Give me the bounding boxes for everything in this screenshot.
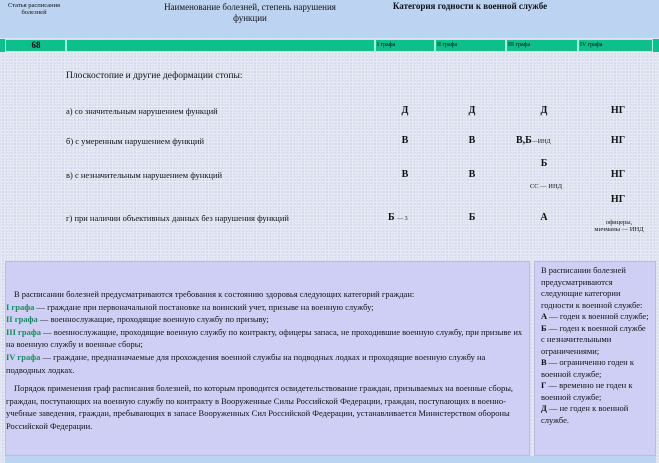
row-b-g3-note: —ИНД [531, 139, 551, 145]
legend-g3-label: III графа [6, 326, 42, 337]
row-c-g2: В [468, 169, 476, 180]
category-g-key: Г [541, 380, 547, 390]
row-d-g3: А [540, 212, 548, 223]
category-legend [534, 261, 656, 456]
table-header [0, 0, 659, 38]
legend-g1 [6, 301, 525, 314]
legend-lead: В расписании болезней предусматриваются требования к состоянию здоровья следующих категорий граждан: [14, 289, 415, 299]
row-b-g2: В [468, 135, 476, 146]
row-c-g4: НГ [610, 169, 626, 180]
category-a [541, 311, 650, 323]
category-d [541, 403, 650, 426]
legend-g3-text: — военнослужащие, проходящие военную службу по контракту, офицеры запаса, не проходившие военную службу, при призыве их на военную службу и военные сборы; [6, 326, 523, 350]
graph-row [0, 39, 659, 52]
row-d-g1 [388, 212, 428, 223]
legend-g2-text: — военнослужащие, проходящие военную службу по призыву; [37, 314, 269, 325]
bottom-bar [5, 456, 656, 463]
graph-4-header: IV графа [578, 39, 653, 52]
row-c-g3-note: СС — ИНД [529, 183, 563, 190]
row-d-g1-note: — 3 [397, 216, 408, 222]
row-b-label: б) с умеренным нарушением функций [66, 136, 205, 146]
article-number: 68 [5, 39, 66, 52]
category-b-text: — годен к военной службе с незначительными ограничениями; [541, 322, 646, 356]
row-c-g3: Б [540, 158, 548, 169]
row-a-label: а) со значительным нарушением функций [66, 106, 218, 116]
header-article: Статья расписания болезней [7, 2, 61, 17]
row-d-g4: НГ [610, 194, 626, 205]
row-a-g3: Д [540, 105, 548, 116]
row-d-g4-note: офицеры, мичманы — ИНД [594, 219, 644, 234]
category-a-text: — годен к военной службе; [547, 311, 649, 321]
graph-3-header: III графа [506, 39, 578, 52]
row-d-g1-cat: Б [388, 212, 395, 223]
article-intro: Плоскостопие и другие деформации стопы: [66, 71, 243, 81]
category-g-text: — временно не годен к военной службе; [541, 380, 633, 402]
legend-g3 [6, 326, 525, 351]
graph-1-header: I графа [375, 39, 435, 52]
legend-g1-text: — граждане при первоначальной постановке на воинский учет, призыве на военную службу; [34, 301, 374, 312]
row-a-g4: НГ [610, 105, 626, 116]
category-v [541, 357, 650, 380]
category-d-key: Д [541, 403, 547, 413]
legend-g4 [6, 351, 525, 376]
legend-g1-label: I графа [6, 301, 35, 312]
row-b-g1: В [401, 135, 409, 146]
row-a-g1: Д [401, 105, 409, 116]
category-b-key: Б [541, 322, 547, 333]
legend-g2-label: II графа [6, 314, 38, 325]
row-d-label: г) при наличии объективных данных без нарушения функций [66, 213, 289, 223]
row-b-g4: НГ [610, 135, 626, 146]
row-c-label: в) с незначительным нарушением функций [66, 170, 223, 180]
row-b-g3-cat: В,Б [516, 135, 532, 146]
row-b-g3 [516, 135, 576, 146]
row-a-g2: Д [468, 105, 476, 116]
header-name: Наименование болезней, степень нарушения функции [164, 2, 336, 24]
header-category: Категория годности к военной службе [392, 1, 548, 11]
category-v-key: В [541, 357, 547, 367]
row-d-g2: Б [468, 212, 476, 223]
row-c-g1: В [401, 169, 409, 180]
category-g [541, 380, 650, 403]
category-legend-lead: В расписании болезней предусматриваются следующие категории годности к военной службе: [541, 265, 643, 310]
legend-g4-label: IV графа [6, 351, 41, 362]
category-d-text: — не годен к военной службе. [541, 403, 629, 425]
category-b [541, 323, 650, 358]
category-a-key: А [541, 311, 548, 321]
legend-g4-text: — граждане, предназначаемые для прохождения военной службы на подводных лодках и проходящие военную службу на подводных лодках. [6, 351, 486, 375]
graph-row-blank [66, 39, 375, 52]
graph-2-header: II графа [435, 39, 506, 52]
graph-legend [5, 261, 530, 456]
legend-g2 [6, 313, 525, 326]
category-v-text: — ограниченно годен к военной службе; [541, 357, 634, 379]
legend-order: Порядок применения граф расписания болезней, по которым проводится освидетельствование граждан, призываемых на военные сборы, граждан, поступающих на военную службу по контракту в Вооруженные Силы Российской Федерации, граждан, поступающих в военно-учебные заведения, граждан, пребывающих в запасе Вооруженных Сил Российской Федерации, устанавливается Министерством обороны Российской Федерации. [6, 383, 514, 431]
